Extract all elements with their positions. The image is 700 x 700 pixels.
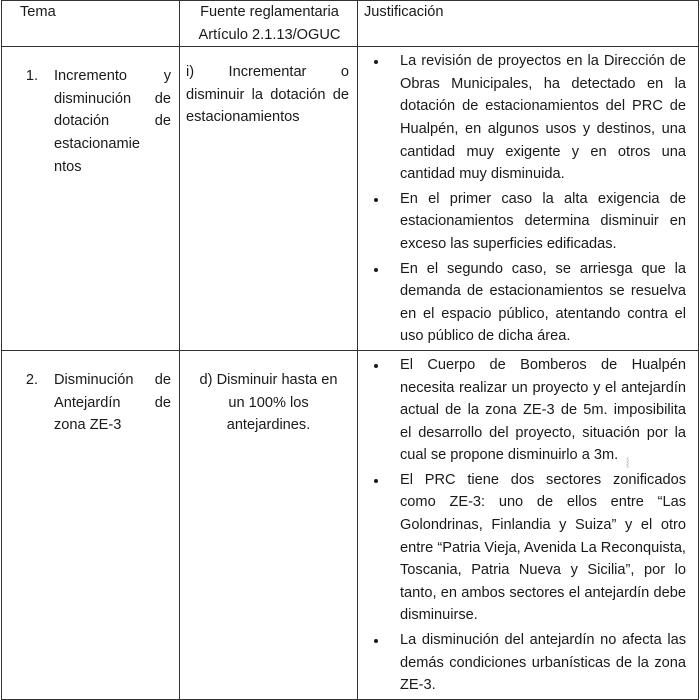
tema-text: Disminución de Antejardín de zona ZE-3	[54, 371, 171, 434]
fuente-text: i) Incrementar o disminuir la dotación de estacionamientos	[186, 64, 349, 126]
row-number: 1.	[25, 68, 38, 85]
table-row	[2, 47, 699, 351]
regulation-table	[1, 0, 699, 700]
list-item: • En el primer caso la alta exigencia de estacionamientos determina disminuir en exceso las superficies edificadas.	[388, 188, 686, 256]
tema-text: Incremento y disminución de dotación de estacionamie ntos	[54, 68, 171, 175]
table-row	[2, 350, 699, 699]
list-item: • En el segundo caso, se arriesga que la demanda de estacionamientos se resuelva en el espacio público, atentando contra el uso público de dicha área.	[388, 258, 686, 348]
justificacion-cell	[358, 47, 699, 351]
justification-list	[358, 351, 698, 697]
tema-cell	[2, 47, 180, 351]
list-item: • El Cuerpo de Bomberos de Hualpén necesita realizar un proyecto y el antejardín actual de la zona ZE-3 de 5m. imposibilita el desarrollo del proyecto, situación por la cual se propone disminuirlo a 3m.	[388, 354, 686, 467]
header-row	[2, 1, 699, 47]
tema-cell	[2, 350, 180, 699]
fuente-cell	[180, 47, 358, 351]
justification-list	[358, 47, 698, 348]
list-item: • La disminución del antejardín no afecta las demás condiciones urbanísticas de la zona ZE-3.	[388, 629, 686, 697]
header-justificacion: Justificación	[358, 1, 699, 47]
header-fuente: Fuente reglamentaria Artículo 2.1.13/OGUC	[180, 1, 358, 47]
list-item: • El PRC tiene dos sectores zonificados como ZE-3: uno de ellos entre “Las Golondrinas, Finlandia y Suiza” y el otro entre “Patria Vieja, Avenida La Reconquista, Toscania, Patria Nueva y Sicilia”, por lo tanto, en ambos sectores el antejardín debe disminuirse.	[388, 469, 686, 627]
list-item: • La revisión de proyectos en la Dirección de Obras Municipales, ha detectado en la dotación de estacionamientos del PRC de Hualpén, en algunos usos y destinos, una cantidad muy exigente y en otros una cantidad muy disminuida.	[388, 50, 686, 186]
justificacion-cell	[358, 350, 699, 699]
fuente-cell	[180, 350, 358, 699]
fuente-text: d) Disminuir hasta en un 100% los antejardines.	[199, 371, 338, 434]
row-number: 2.	[25, 371, 38, 388]
header-tema: Tema	[2, 1, 180, 47]
scan-mark: ⸾	[626, 457, 630, 467]
